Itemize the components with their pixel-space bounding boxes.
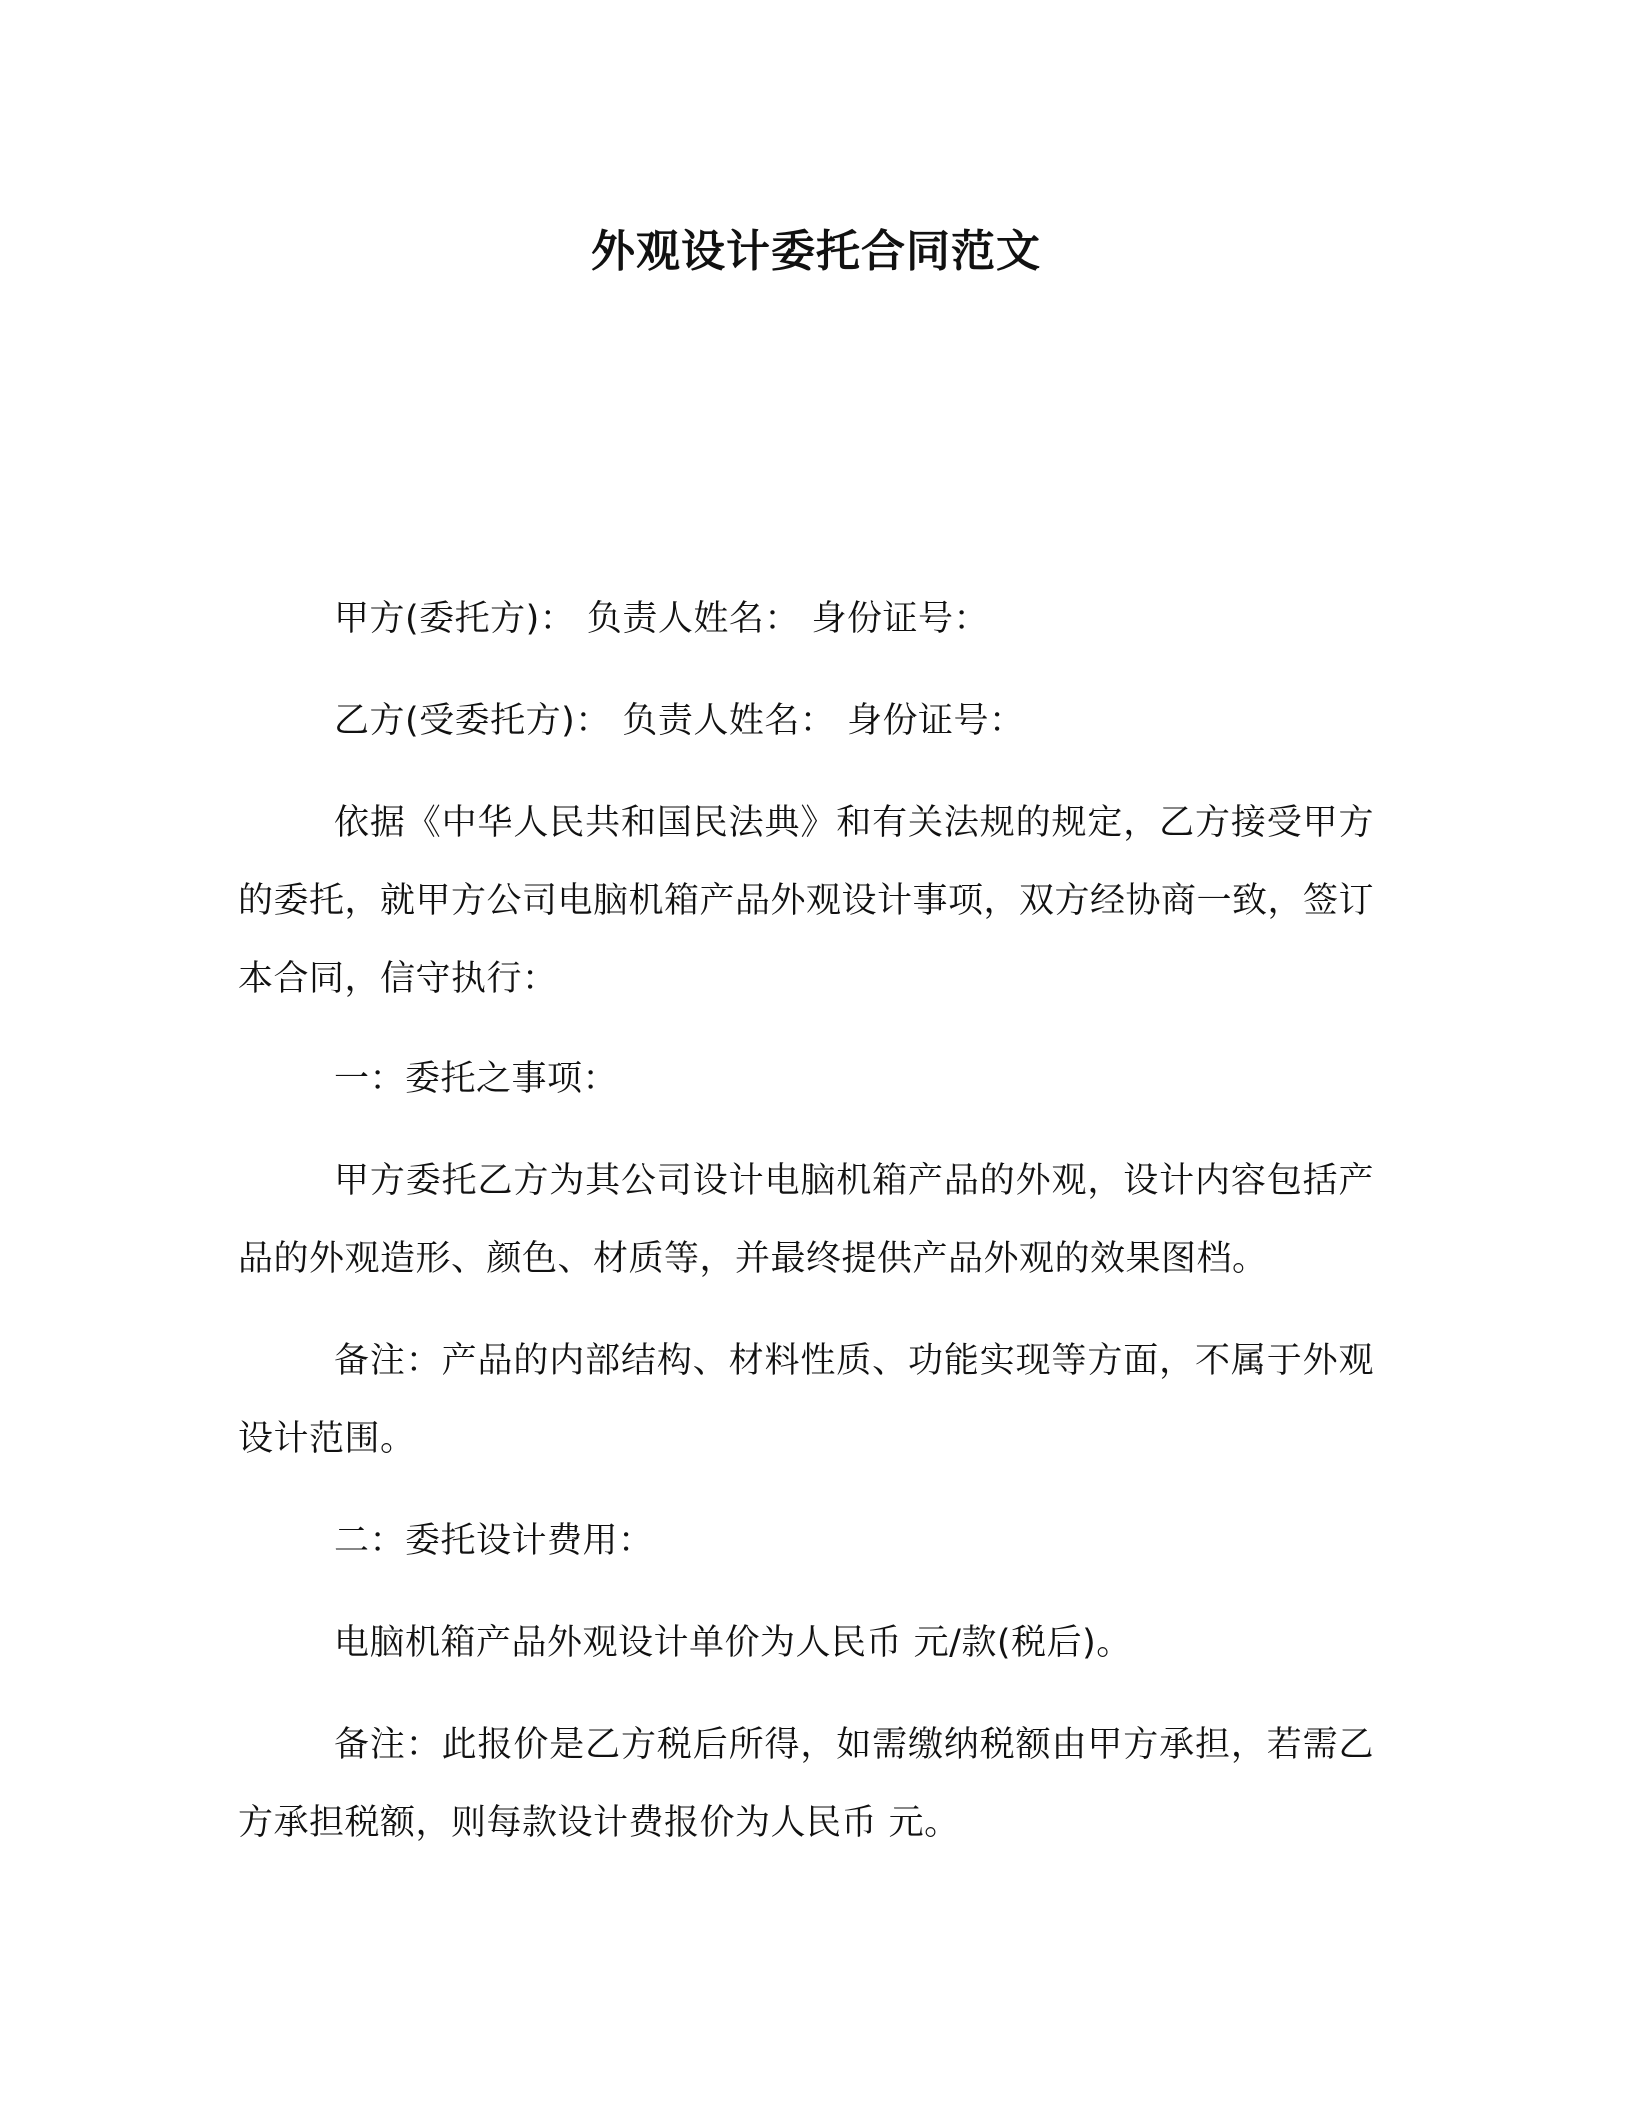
preamble-paragraph: 依据《中华人民共和国民法典》和有关法规的规定，乙方接受甲方的委托，就甲方公司电脑机箱产品外观设计事项，双方经协商一致，签订本合同，信守执行： xyxy=(238,803,1375,999)
section-2-heading: 二：委托设计费用： xyxy=(334,1521,654,1561)
party-b-line: 乙方(受委托方)： 负责人姓名： 身份证号： xyxy=(334,701,1025,741)
section-2-price-line: 电脑机箱产品外观设计单价为人民币 元/款(税后)。 xyxy=(334,1623,1132,1663)
section-2-note: 备注：此报价是乙方税后所得，如需缴纳税额由甲方承担，若需乙方承担税额，则每款设计费报价为人民币 元。 xyxy=(238,1725,1374,1843)
party-a-line: 甲方(委托方)： 负责人姓名： 身份证号： xyxy=(334,599,990,639)
document-title: 外观设计委托合同范文 xyxy=(591,226,1041,277)
section-1-body: 甲方委托乙方为其公司设计电脑机箱产品的外观，设计内容包括产品的外观造形、颜色、材质等，并最终提供产品外观的效果图档。 xyxy=(238,1161,1374,1279)
section-1-heading: 一：委托之事项： xyxy=(334,1059,619,1099)
section-1-note: 备注：产品的内部结构、材料性质、功能实现等方面，不属于外观设计范围。 xyxy=(238,1341,1374,1459)
